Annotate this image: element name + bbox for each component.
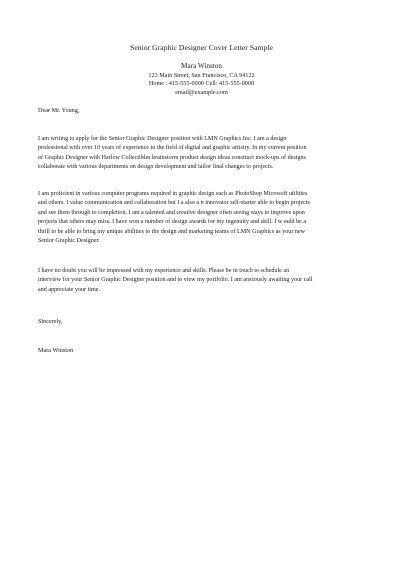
body-paragraph-1 [38,135,368,173]
paragraph-line: interview for your Senior Graphic Designer position and to view my portfolio. I am anxiously awaiting your call [38,277,313,284]
paragraph-line: projects that others may miss. I have won a number of design awards for my ingenuity and skill. I w ould be a [38,219,307,226]
greeting: Dear Mr. Young, [38,107,80,114]
body-paragraph-3 [38,267,368,295]
paragraph-line: Senior Graphic Designer. [38,238,100,245]
sender-phone: Home : 415-555-0000 Cell: 415-555-0000 [148,80,255,88]
paragraph-line: thrill to be able to bring my unique abilities to the design and marketing teams of LMN Graphics as your new [38,228,306,235]
body-paragraph-2 [38,190,368,246]
signature-name: Mara Winston [38,347,74,354]
paragraph-line: of Graphic Designer with Harlow Collectibles brainstorm product design ideas construct mock-ups of designs [38,154,306,161]
paragraph-line: I have no doubt you will be impressed with my experience and skills. Please be in touch to schedule an [38,268,290,274]
paragraph-line: and see them through to completion. I am a talented and creative designer often seeing ways to improve upon [38,209,305,216]
paragraph-line: professional with over 10 years of experience in the field of digital and graphic artistry. In my current position [38,145,307,152]
paragraph-line: and appreciate your time. [38,286,100,293]
paragraph-line: I am writing to apply for the Senior Graphic Designer position with LMN Graphics Inc. I am a design [38,136,287,142]
paragraph-line: collaborate with various departments on design development and tailor final changes to projects. [38,164,274,171]
sender-address: 123 Main Street, San Francisco, CA 94122 [148,71,255,79]
sender-header [0,62,403,97]
sender-name: Mara Winston [181,62,222,70]
closing: Sincerely, [38,318,63,325]
paragraph-line: I am proficient in various computer programs required in graphic design such as PhotoShop Microsoft utilities [38,191,308,197]
document-title: Senior Graphic Designer Cover Letter Sample [130,43,273,52]
paragraph-line: and others. I value communication and collaboration but I a also a n innovator self-starter able to begin projects [38,200,310,207]
sender-email: email@example.com [175,88,228,96]
